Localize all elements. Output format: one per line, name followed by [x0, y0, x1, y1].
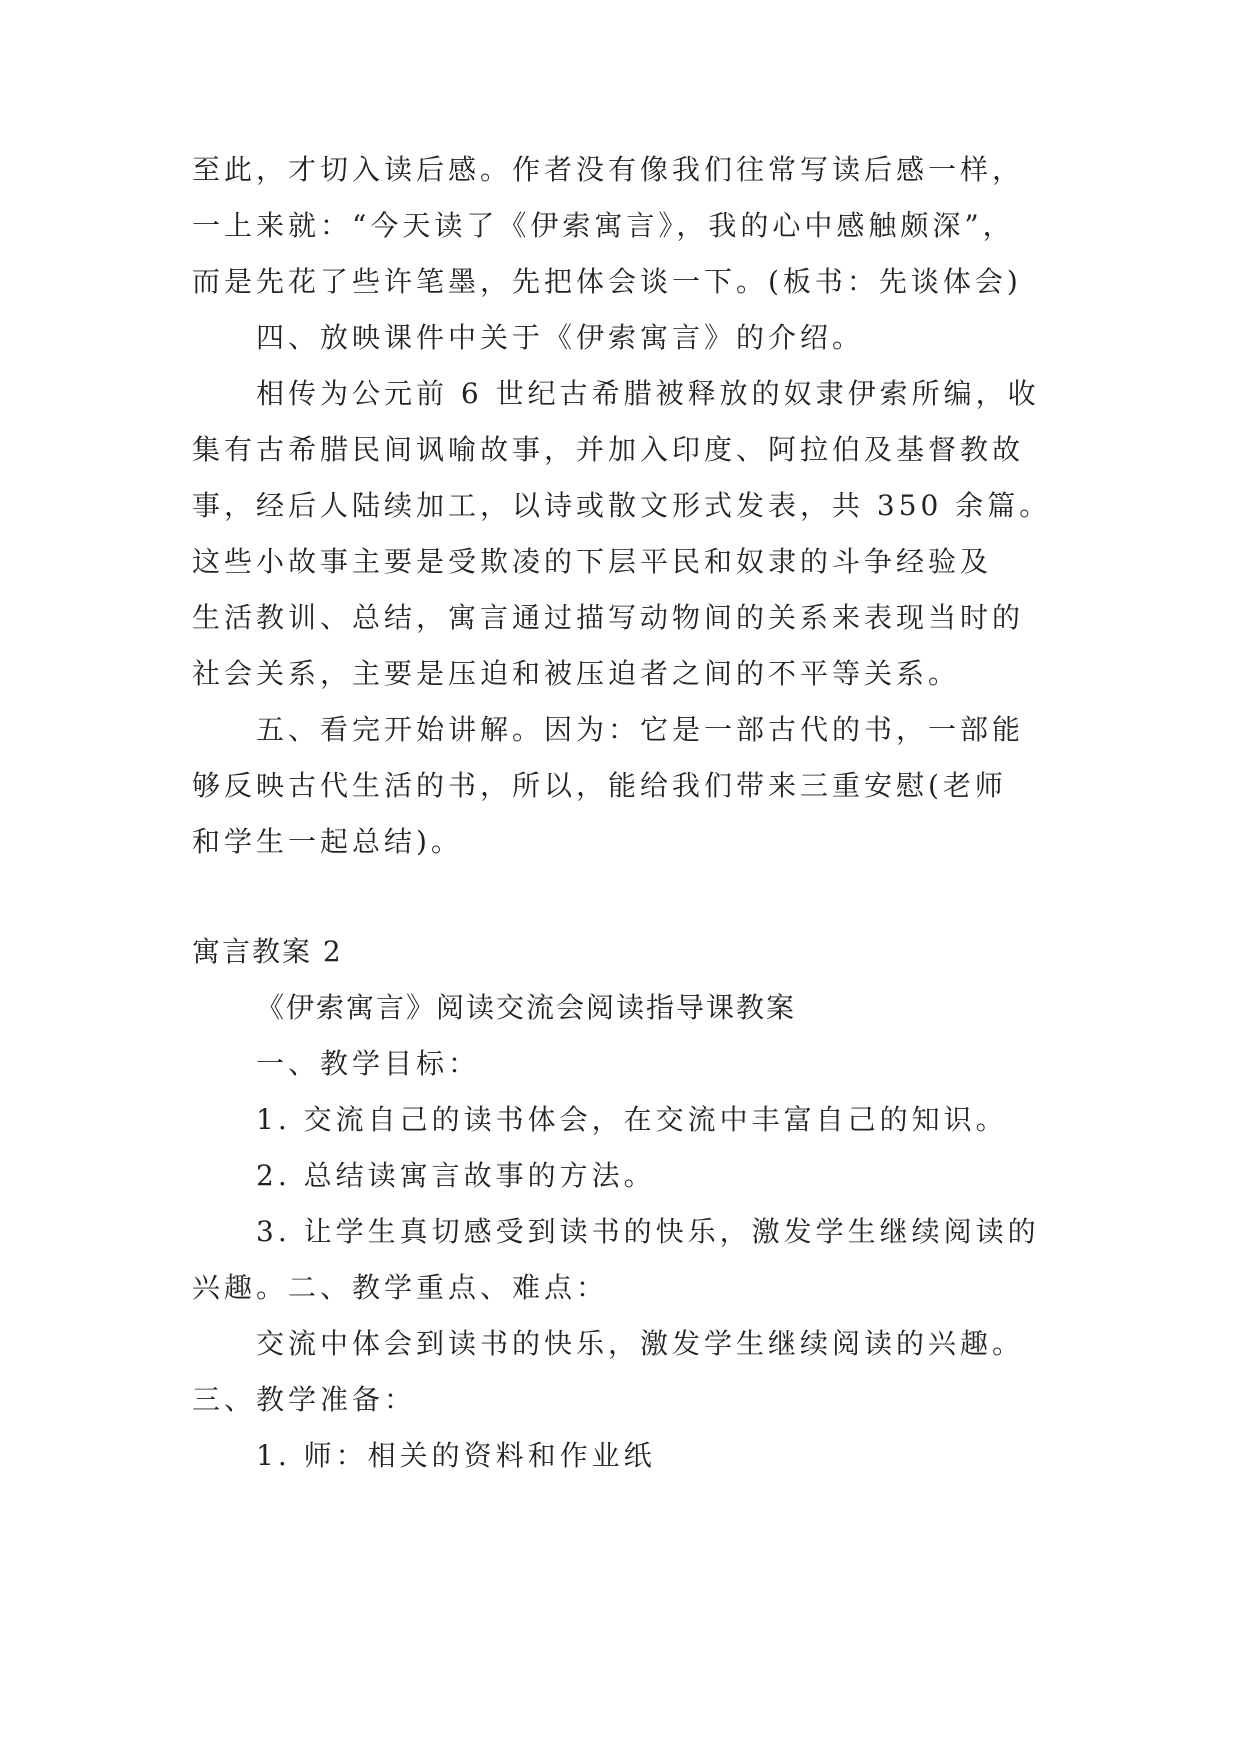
paragraph-line: 社会关系，主要是压迫和被压迫者之间的不平等关系。 — [192, 657, 961, 690]
paragraph-line: 生活教训、总结，寓言通过描写动物间的关系来表现当时的 — [192, 601, 1025, 634]
lesson-title: 《伊索寓言》阅读交流会阅读指导课教案 — [256, 991, 797, 1024]
paragraph-line: 交流中体会到读书的快乐，激发学生继续阅读的兴趣。 — [256, 1327, 1025, 1360]
paragraph-line: 这些小故事主要是受欺凌的下层平民和奴隶的斗争经验及 — [192, 545, 993, 578]
paragraph-line: 五、看完开始讲解。因为：它是一部古代的书，一部能 — [256, 713, 1025, 746]
paragraph-line: 至此，才切入读后感。作者没有像我们往常写读后感一样， — [192, 153, 1025, 186]
section-heading: 三、教学准备： — [192, 1383, 417, 1416]
list-item: 1. 交流自己的读书体会，在交流中丰富自己的知识。 — [256, 1103, 1008, 1136]
list-item: 3. 让学生真切感受到读书的快乐，激发学生继续阅读的 — [256, 1215, 1040, 1248]
paragraph-line: 一上来就：“今天读了《伊索寓言》，我的心中感触颇深”， — [192, 209, 1015, 242]
paragraph-line: 事，经后人陆续加工，以诗或散文形式发表，共 350 余篇。 — [192, 489, 1052, 522]
paragraph-line: 相传为公元前 6 世纪古希腊被释放的奴隶伊索所编，收 — [256, 377, 1040, 410]
document-title: 寓言教案 2 — [192, 935, 343, 968]
paragraph-line: 而是先花了些许笔墨，先把体会谈一下。(板书：先谈体会) — [192, 265, 1022, 298]
list-item: 2. 总结读寓言故事的方法。 — [256, 1159, 656, 1192]
section-heading: 四、放映课件中关于《伊索寓言》的介绍。 — [256, 321, 865, 354]
paragraph-line: 够反映古代生活的书，所以，能给我们带来三重安慰(老师 — [192, 769, 1007, 802]
paragraph-line: 和学生一起总结)。 — [192, 825, 463, 858]
list-item: 1. 师：相关的资料和作业纸 — [256, 1439, 656, 1472]
paragraph-line: 兴趣。二、教学重点、难点： — [192, 1271, 609, 1304]
paragraph-line: 集有古希腊民间讽喻故事，并加入印度、阿拉伯及基督教故 — [192, 433, 1025, 466]
section-heading: 一、教学目标： — [256, 1047, 481, 1080]
